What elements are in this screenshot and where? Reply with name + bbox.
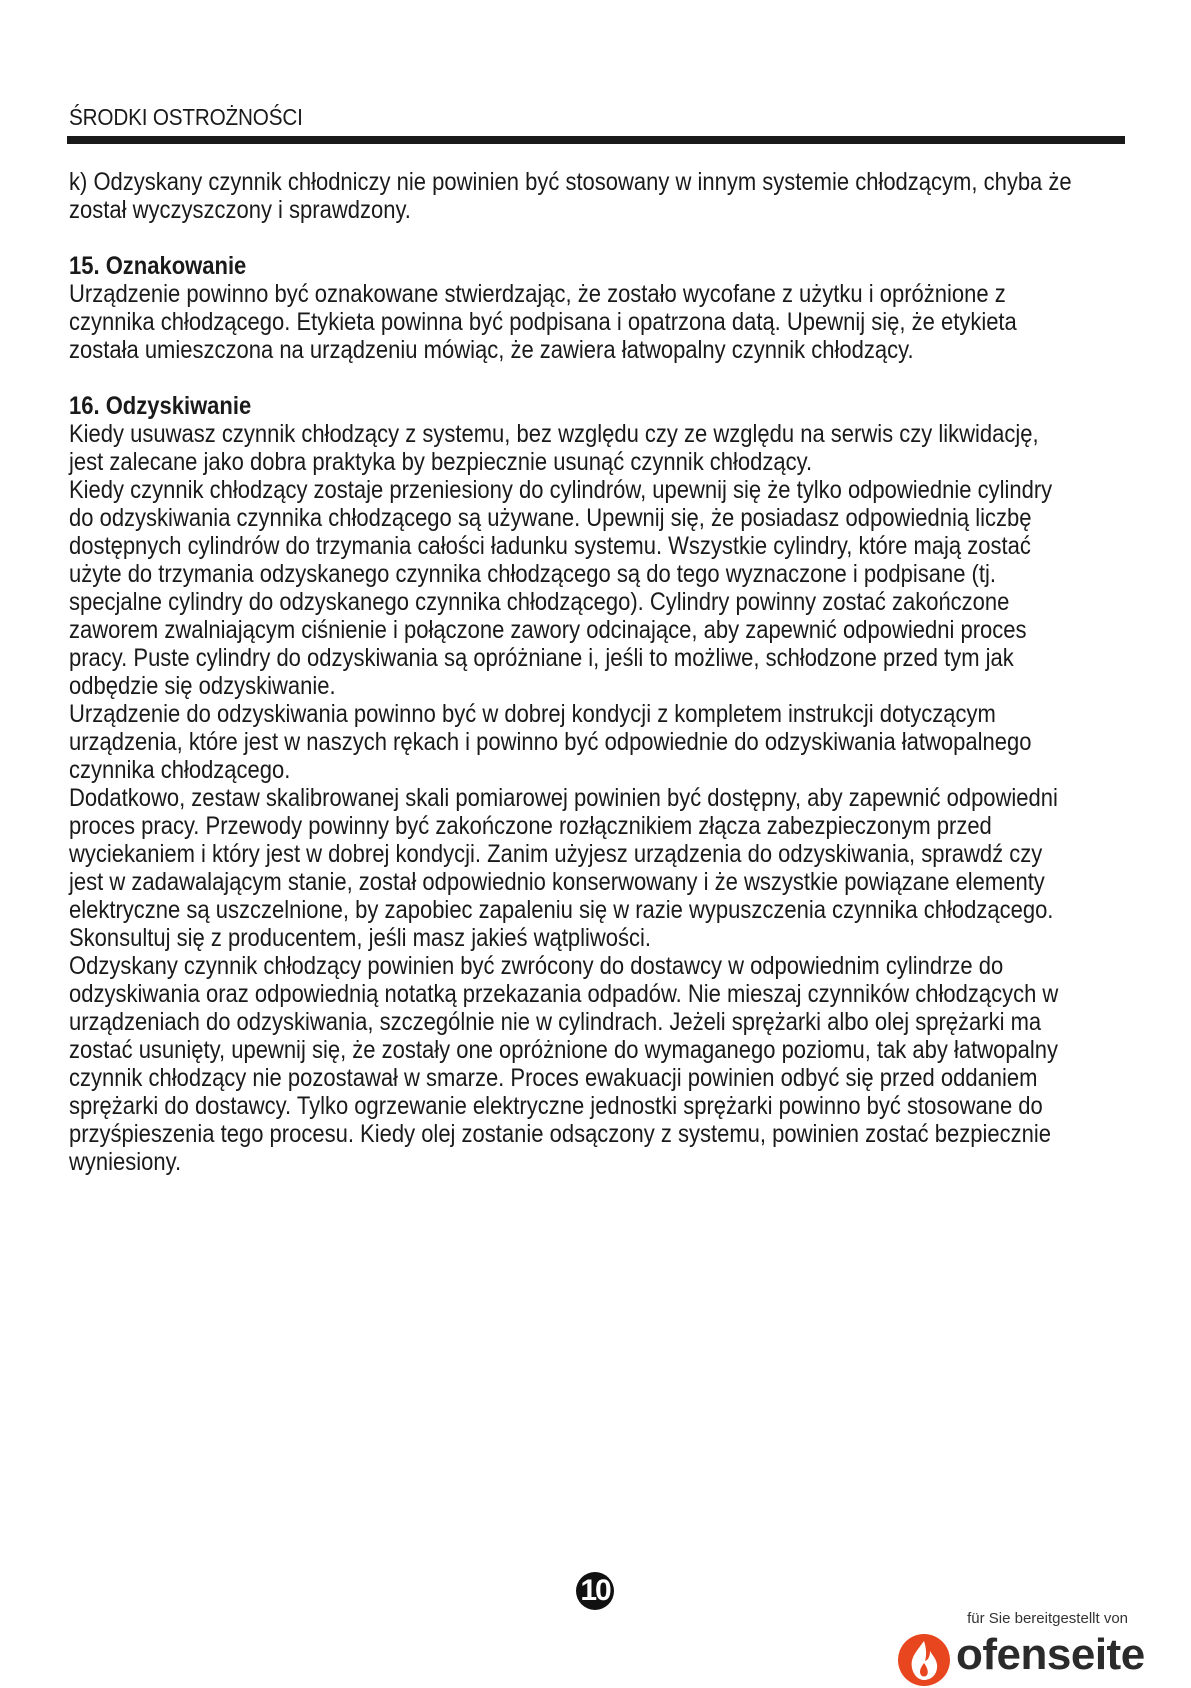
header-divider: [67, 136, 1125, 144]
section-body: Urządzenie powinno być oznakowane stwierdzając, że zostało wycofane z użytku i opróżnione z czynnika chłodzącego. Etykieta powinna być podpisana i opatrzona datą. Upewnij się, że etykieta została umieszczona na urządzeniu mówiąc, że zawiera łatwopalny czynnik chłodzący.: [69, 280, 1017, 364]
section-odzyskiwanie: [69, 392, 1107, 1176]
flame-icon: [896, 1632, 952, 1688]
page-header-title: ŚRODKI OSTROŻNOŚCI: [69, 104, 303, 130]
brand-name: ofenseite: [956, 1630, 1145, 1679]
section-oznakowanie: [69, 252, 1107, 364]
ofenseite-branding[interactable]: [896, 1610, 1145, 1680]
page-number: 10: [576, 1572, 614, 1610]
document-body: [69, 168, 1107, 1176]
branding-tagline: für Sie bereitgestellt von: [967, 1610, 1128, 1627]
intro-paragraph: k) Odzyskany czynnik chłodniczy nie powinien być stosowany w innym systemie chłodzącym, chyba że został wyczyszczony i sprawdzony.: [69, 168, 1072, 224]
section-heading: 16. Odzyskiwanie: [69, 392, 252, 420]
section-heading: 15. Oznakowanie: [69, 252, 247, 280]
section-body: Kiedy usuwasz czynnik chłodzący z systemu, bez względu czy ze względu na serwis czy likwidację, jest zalecane jako dobra praktyka by bezpiecznie usunąć czynnik chłodzący. Kiedy czynnik chłodzący zostaje przeniesiony do cylindrów, upewnij się że tylko odpowiednie cylindry do odzyskiwania czynnika chłodzącego są używane. Upewnij się, że posiadasz odpowiednią liczbę dostępnych cylindrów do trzymania całości ładunku systemu. Wszystkie cylindry, które mają zostać użyte do trzymania odzyskanego czynnika chłodzącego są do tego wyznaczone i podpisane (tj. specjalne cylindry do odzyskanego czynnika chłodzącego). Cylindry powinny zostać zakończone zaworem zwalniającym ciśnienie i połączone zawory odcinające, aby zapewnić odpowiedni proces pracy. Puste cylindry do odzyskiwania są opróżniane i, jeśli to możliwe, schłodzone przed tym jak odbędzie się odzyskiwanie. Urządzenie do odzyskiwania powinno być w dobrej kondycji z kompletem instrukcji dotyczącym urządzenia, które jest w naszych rękach i powinno być odpowiednie do odzyskiwania łatwopalnego czynnika chłodzącego. Dodatkowo, zestaw skalibrowanej skali pomiarowej powinien być dostępny, aby zapewnić odpowiedni proces pracy. Przewody powinny być zakończone rozłącznikiem złącza zabezpieczonym przed wyciekaniem i który jest w dobrej kondycji. Zanim użyjesz urządzenia do odzyskiwania, sprawdź czy jest w zadawalającym stanie, został odpowiednio konserwowany i że wszystkie powiązane elementy elektryczne są uszczelnione, by zapobiec zapaleniu się w razie wypuszczenia czynnika chłodzącego. Skonsultuj się z producentem, jeśli masz jakieś wątpliwości. Odzyskany czynnik chłodzący powinien być zwrócony do dostawcy w odpowiednim cylindrze do odzyskiwania oraz odpowiednią notatką przekazania odpadów. Nie mieszaj czynników chłodzących w urządzeniach do odzyskiwania, szczególnie nie w cylindrach. Jeżeli sprężarki albo olej sprężarki ma zostać usunięty, upewnij się, że zostały one opróżnione do wymaganego poziomu, tak aby łatwopalny czynnik chłodzący nie pozostawał w smarze. Proces ewakuacji powinien odbyć się przed oddaniem sprężarki do dostawcy. Tylko ogrzewanie elektryczne jednostki sprężarki powinno być stosowane do przyśpieszenia tego procesu. Kiedy olej zostanie odsączony z systemu, powinien zostać bezpiecznie wyniesiony.: [69, 420, 1059, 1176]
